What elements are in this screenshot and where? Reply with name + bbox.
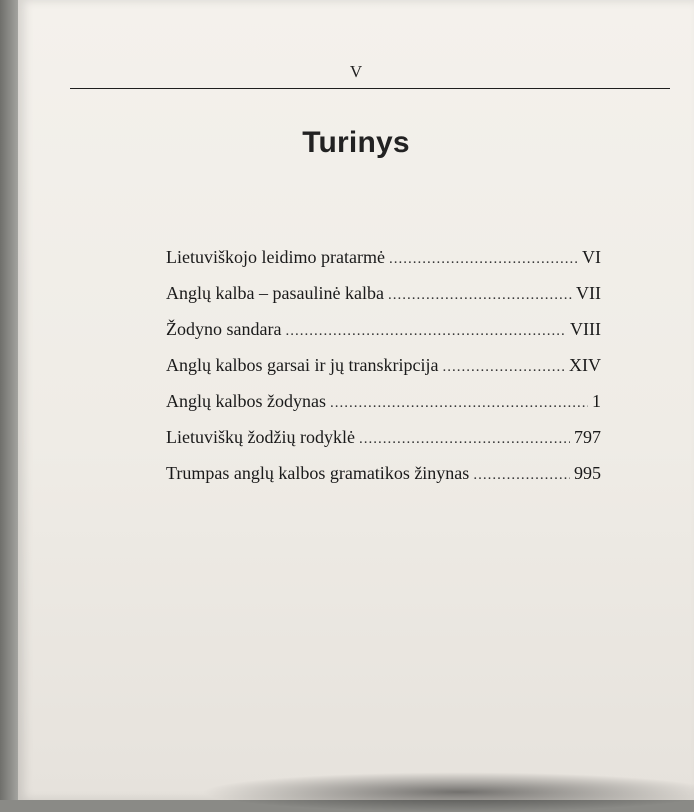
- toc-entry: [166, 319, 601, 355]
- toc-entry-page: 797: [574, 427, 601, 447]
- toc-entry: [166, 391, 601, 427]
- toc-entry-label: Anglų kalbos garsai ir jų transkripcija: [166, 355, 439, 375]
- book-page: [18, 0, 694, 800]
- toc-dot-leader: [285, 323, 566, 340]
- toc-entry-label: Lietuviškojo leidimo pratarmė: [166, 247, 385, 267]
- toc-entry-label: Žodyno sandara: [166, 319, 282, 339]
- toc-entry-page: 995: [574, 463, 601, 483]
- toc-entry-label: Anglų kalba – pasaulinė kalba: [166, 283, 384, 303]
- toc-entry: [166, 247, 601, 283]
- toc-dot-leader: [473, 467, 570, 484]
- page-shadow: [200, 772, 694, 812]
- toc-entry-page: VIII: [570, 319, 601, 339]
- toc-entry: [166, 427, 601, 463]
- toc-entry: [166, 463, 601, 499]
- toc-entry-page: VII: [576, 283, 601, 303]
- toc-entry-label: Anglų kalbos žodynas: [166, 391, 326, 411]
- toc-entry-page: VI: [582, 247, 601, 267]
- toc-entry-page: XIV: [569, 355, 601, 375]
- toc-entry-label: Trumpas anglų kalbos gramatikos žinynas: [166, 463, 470, 483]
- page-number: V: [349, 62, 363, 81]
- toc-dot-leader: [330, 395, 588, 412]
- toc-entry: [166, 283, 601, 319]
- book-binding: [0, 0, 18, 800]
- toc-dot-leader: [388, 287, 572, 304]
- toc-dot-leader: [442, 359, 565, 376]
- toc-entry-page: 1: [592, 391, 601, 411]
- toc-entry-label: Lietuviškų žodžių rodyklė: [166, 427, 355, 447]
- table-of-contents: [166, 247, 601, 499]
- toc-dot-leader: [389, 251, 578, 268]
- toc-dot-leader: [359, 431, 570, 448]
- toc-entry: [166, 355, 601, 391]
- page-title: Turinys: [302, 126, 410, 159]
- header-rule: [70, 88, 670, 89]
